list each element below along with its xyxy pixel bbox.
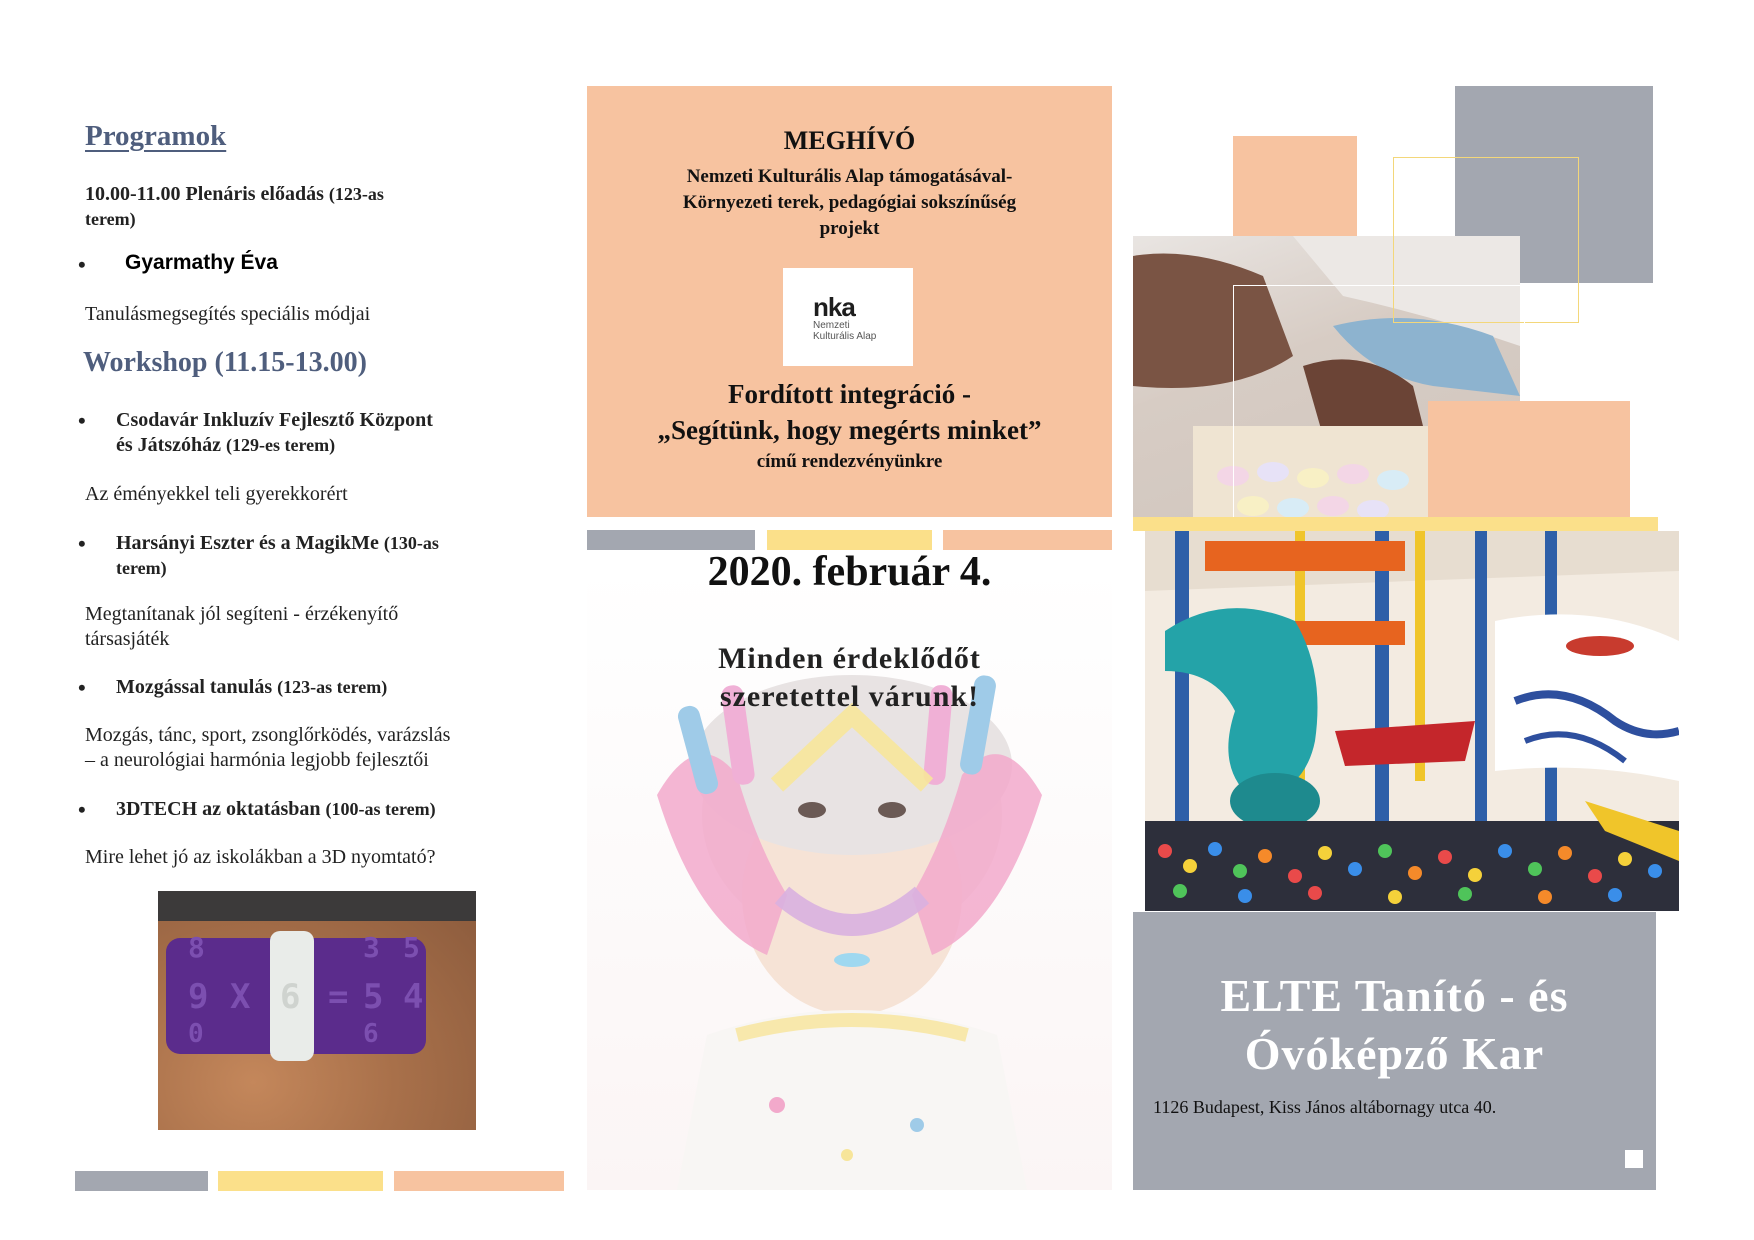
plenary-title-line	[85, 182, 384, 206]
plenary-room-1: (123-as	[328, 184, 384, 204]
event-caption: című rendezvényünkre	[756, 451, 943, 472]
cylinder-digit: =	[328, 977, 349, 1017]
welcome-line-1: Minden érdeklődőt	[718, 642, 981, 675]
peach-decor-block-2	[1428, 401, 1630, 529]
plenary-title: 10.00-11.00 Plenáris előadás	[85, 183, 324, 205]
workshop-heading: Workshop (11.15-13.00)	[83, 347, 367, 378]
event-title-1: Fordított integráció -	[728, 379, 971, 409]
bullet: •	[78, 531, 86, 556]
cylinder-digit: 5	[363, 977, 384, 1017]
nka-logo	[783, 268, 913, 366]
invitation-sub-1: Nemzeti Kulturális Alap támogatásával-	[686, 166, 1013, 187]
programs-heading: Programok	[85, 120, 227, 152]
peach-strip	[943, 530, 1112, 550]
venue-address: 1126 Budapest, Kiss János altábornagy utca 40.	[1153, 1097, 1497, 1117]
cylinder-digit: X	[230, 977, 251, 1017]
workshop-3-room: (123-as terem)	[277, 677, 388, 697]
plenary-topic: Tanulásmegsegítés speciális módjai	[85, 303, 371, 325]
workshop-1-title-line-2	[116, 433, 335, 457]
workshop-3-title: Mozgással tanulás	[116, 676, 273, 698]
plenary-room-2: terem)	[85, 209, 136, 229]
workshop-2-title: Harsányi Eszter és a MagikMe	[116, 532, 379, 554]
peach-strip	[394, 1171, 564, 1191]
grey-strip	[587, 530, 755, 550]
white-corner-square	[1625, 1150, 1643, 1168]
workshop-3-title-line	[116, 675, 387, 699]
cylinder-digit: 6	[280, 977, 301, 1017]
workshop-1-room: (129-es terem)	[225, 435, 336, 455]
venue-name-2: Óvóképző Kar	[1244, 1028, 1545, 1079]
bullet: •	[78, 252, 86, 277]
workshop-2-desc-2: társasjáték	[85, 628, 170, 650]
venue-name	[1133, 967, 1656, 1083]
nka-logo-line-1: Nemzeti	[813, 320, 850, 331]
workshop-4-room: (100-as terem)	[325, 799, 436, 819]
welcome-text	[587, 640, 1112, 716]
workshop-2-desc-1: Megtanítanak jól segíteni - érzékenyítő	[85, 603, 399, 625]
workshop-3-desc-1: Mozgás, tánc, sport, zsonglőrködés, varázslás	[85, 724, 451, 746]
cylinder-digit: 8	[188, 931, 205, 964]
workshop-4-title: 3DTECH az oktatásban	[116, 798, 321, 820]
cylinder-digit: 3	[363, 931, 380, 964]
cylinder-digit: 5	[403, 931, 420, 964]
grey-strip	[75, 1171, 208, 1191]
photo-dark-edge	[158, 891, 476, 921]
bullet: •	[78, 675, 86, 700]
workshop-2-room-1: (130-as	[383, 533, 439, 553]
cylinder-digit: 4	[403, 977, 424, 1017]
event-date: 2020. február 4.	[707, 549, 992, 595]
workshop-1-title-2: és Játszóház	[116, 434, 221, 456]
playground-photo	[1145, 531, 1679, 911]
bullet: •	[78, 408, 86, 433]
nka-logo-text	[813, 320, 876, 342]
invitation-title: MEGHÍVÓ	[783, 126, 916, 155]
venue-box	[1133, 912, 1656, 1190]
plenary-speaker: Gyarmathy Éva	[125, 251, 278, 274]
invitation-subtitle	[607, 164, 1092, 242]
event-title	[587, 376, 1112, 448]
workshop-1-desc: Az éményekkel teli gyerekkorért	[85, 483, 348, 505]
nka-logo-mark: nka	[813, 292, 855, 322]
workshop-3-desc-2: – a neurológiai harmónia legjobb fejlesztői	[85, 749, 429, 771]
workshop-4-title-line	[116, 797, 436, 821]
peach-decor-block	[1233, 136, 1357, 236]
invitation-sub-3: projekt	[819, 218, 880, 239]
workshop-4-desc: Mire lehet jó az iskolákban a 3D nyomtató?	[85, 846, 436, 868]
workshop-1-title-1: Csodavár Inkluzív Fejlesztő Központ	[116, 409, 433, 431]
yellow-band	[1133, 517, 1658, 531]
cylinder-digit: 6	[363, 1019, 379, 1049]
playground-illustration	[1145, 531, 1679, 911]
workshop-2-room-2: terem)	[116, 558, 167, 578]
cylinder-digit: 9	[188, 977, 209, 1017]
nka-logo-line-2: Kulturális Alap	[813, 331, 877, 342]
venue-name-1: ELTE Tanító - és	[1220, 970, 1569, 1021]
event-title-2: „Segítünk, hogy megérts minket”	[657, 415, 1042, 445]
3d-print-photo	[158, 891, 476, 1130]
bullet: •	[78, 797, 86, 822]
welcome-line-2: szeretettel várunk!	[719, 680, 980, 713]
invitation-sub-2: Környezeti terek, pedagógiai sokszínűség	[682, 192, 1017, 213]
cylinder-digit: 0	[188, 1019, 204, 1049]
workshop-2-title-line	[116, 531, 439, 555]
yellow-strip	[767, 530, 932, 550]
invitation-box	[587, 86, 1112, 517]
yellow-strip	[218, 1171, 383, 1191]
